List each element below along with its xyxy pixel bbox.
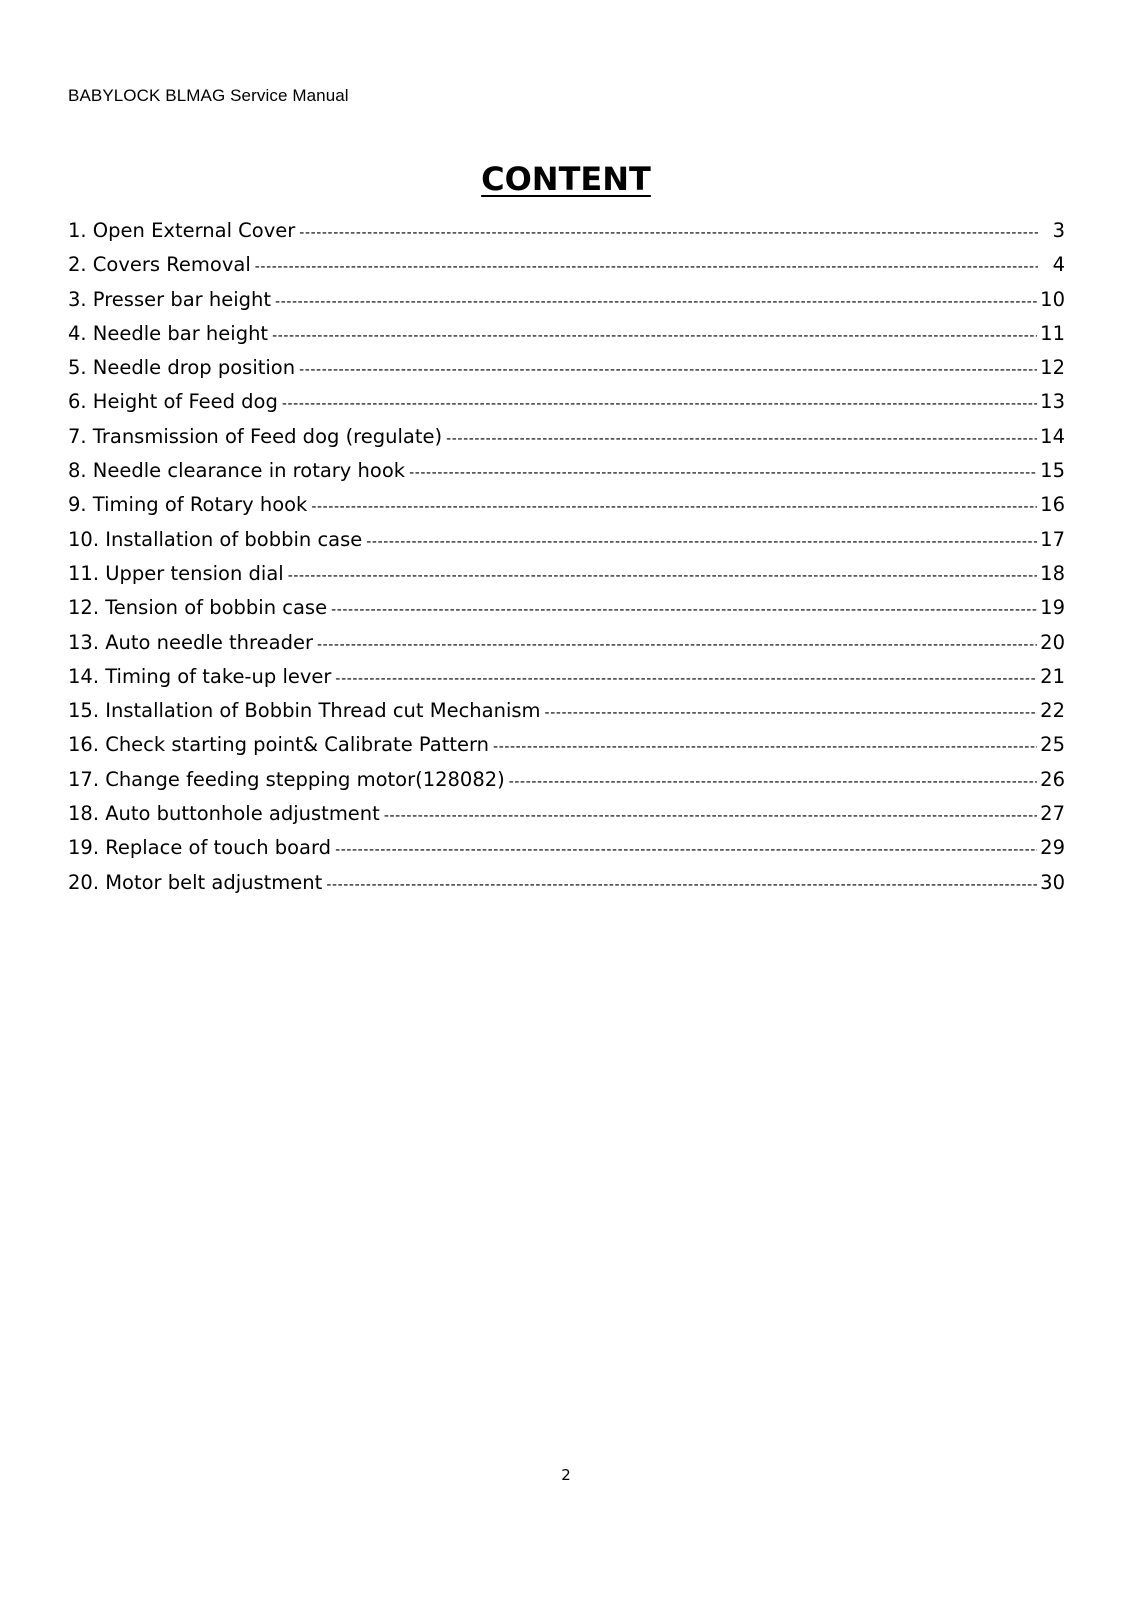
toc-entry-page: 3 <box>1052 219 1065 242</box>
toc-entry <box>68 871 1065 905</box>
toc-dot-leader <box>299 362 1037 378</box>
toc-entry-title: 1. Open External Cover <box>68 219 296 242</box>
toc-entry-title: 10. Installation of bobbin case <box>68 527 363 551</box>
toc-entry <box>68 699 1065 733</box>
toc-entry-page: 14 <box>1040 424 1065 448</box>
toc-entry <box>68 288 1065 322</box>
toc-entry-title: 13. Auto needle threader <box>68 630 313 654</box>
toc-entry-page: 10 <box>1040 287 1065 311</box>
toc-entry-page: 11 <box>1040 321 1065 345</box>
toc-dot-leader <box>545 705 1038 721</box>
toc-entry <box>68 528 1065 562</box>
toc-entry-title: 19. Replace of touch board <box>68 836 332 860</box>
toc-entry-title: 18. Auto buttonhole adjustment <box>68 802 380 826</box>
toc-dot-leader <box>255 259 1038 275</box>
toc-entry-title: 5. Needle drop position <box>68 356 296 380</box>
toc-entry-page: 15 <box>1040 459 1065 483</box>
toc-entry-page: 18 <box>1040 561 1065 585</box>
toc-entry-title: 2. Covers Removal <box>68 253 251 277</box>
toc-entry-page: 17 <box>1040 527 1065 551</box>
toc-entry-page: 25 <box>1040 733 1065 757</box>
page-title-text: CONTENT <box>481 160 651 198</box>
page-title <box>0 160 1132 198</box>
toc-dot-leader <box>366 534 1037 550</box>
toc-dot-leader <box>446 431 1037 447</box>
toc-entry-page: 12 <box>1040 356 1065 380</box>
toc-entry-page: 21 <box>1040 664 1065 688</box>
toc-entry-title: 7. Transmission of Feed dog (regulate) <box>68 424 443 448</box>
toc-dot-leader <box>272 328 1037 344</box>
toc-dot-leader <box>493 739 1037 755</box>
toc-entry <box>68 562 1065 596</box>
toc-dot-leader <box>311 499 1037 515</box>
toc-entry-title: 17. Change feeding stepping motor(128082) <box>68 767 505 791</box>
toc-dot-leader <box>275 294 1037 310</box>
toc-entry-title: 9. Timing of Rotary hook <box>68 493 308 517</box>
toc-entry-page: 4 <box>1052 253 1065 277</box>
toc-entry <box>68 356 1065 390</box>
toc-entry-page: 19 <box>1040 596 1065 620</box>
toc-entry-title: 6. Height of Feed dog <box>68 390 278 414</box>
toc-dot-leader <box>317 637 1037 653</box>
toc-entry-title: 12. Tension of bobbin case <box>68 596 328 620</box>
toc-dot-leader <box>384 808 1037 824</box>
toc-entry <box>68 322 1065 356</box>
toc-dot-leader <box>509 774 1037 790</box>
toc-entry-title: 4. Needle bar height <box>68 321 269 345</box>
toc-dot-leader <box>326 877 1037 893</box>
toc-entry <box>68 425 1065 459</box>
toc-entry-title: 3. Presser bar height <box>68 287 272 311</box>
toc-entry-title: 14. Timing of take-up lever <box>68 664 332 688</box>
toc-entry <box>68 665 1065 699</box>
toc-entry-page: 29 <box>1040 836 1065 860</box>
toc-entry-page: 16 <box>1040 493 1065 517</box>
toc-entry <box>68 836 1065 870</box>
toc-entry-title: 15. Installation of Bobbin Thread cut Mechanism <box>68 699 541 723</box>
toc-dot-leader <box>409 465 1037 481</box>
toc-dot-leader <box>331 602 1037 618</box>
toc-entry-title: 20. Motor belt adjustment <box>68 870 323 894</box>
toc-dot-leader <box>282 396 1037 412</box>
toc-entry <box>68 390 1065 424</box>
toc-entry <box>68 802 1065 836</box>
document-header: BABYLOCK BLMAG Service Manual <box>68 86 349 105</box>
toc-entry-title: 8. Needle clearance in rotary hook <box>68 459 406 483</box>
toc-entry-page: 30 <box>1040 870 1065 894</box>
toc-dot-leader <box>335 842 1037 858</box>
toc-entry <box>68 596 1065 630</box>
toc-entry <box>68 631 1065 665</box>
toc-entry <box>68 493 1065 527</box>
toc-dot-leader <box>288 568 1037 584</box>
table-of-contents <box>68 219 1065 905</box>
toc-entry <box>68 219 1065 253</box>
toc-entry-page: 22 <box>1040 699 1065 723</box>
toc-dot-leader <box>335 671 1037 687</box>
toc-entry-page: 27 <box>1040 802 1065 826</box>
toc-entry-page: 26 <box>1040 767 1065 791</box>
toc-entry-title: 11. Upper tension dial <box>68 561 284 585</box>
toc-entry-title: 16. Check starting point& Calibrate Pattern <box>68 733 490 757</box>
toc-entry-page: 20 <box>1040 630 1065 654</box>
page-number: 2 <box>561 1466 571 1484</box>
toc-dot-leader <box>299 225 1038 241</box>
toc-entry <box>68 459 1065 493</box>
toc-entry <box>68 253 1065 287</box>
toc-entry <box>68 768 1065 802</box>
toc-entry-page: 13 <box>1040 390 1065 414</box>
toc-entry <box>68 733 1065 767</box>
